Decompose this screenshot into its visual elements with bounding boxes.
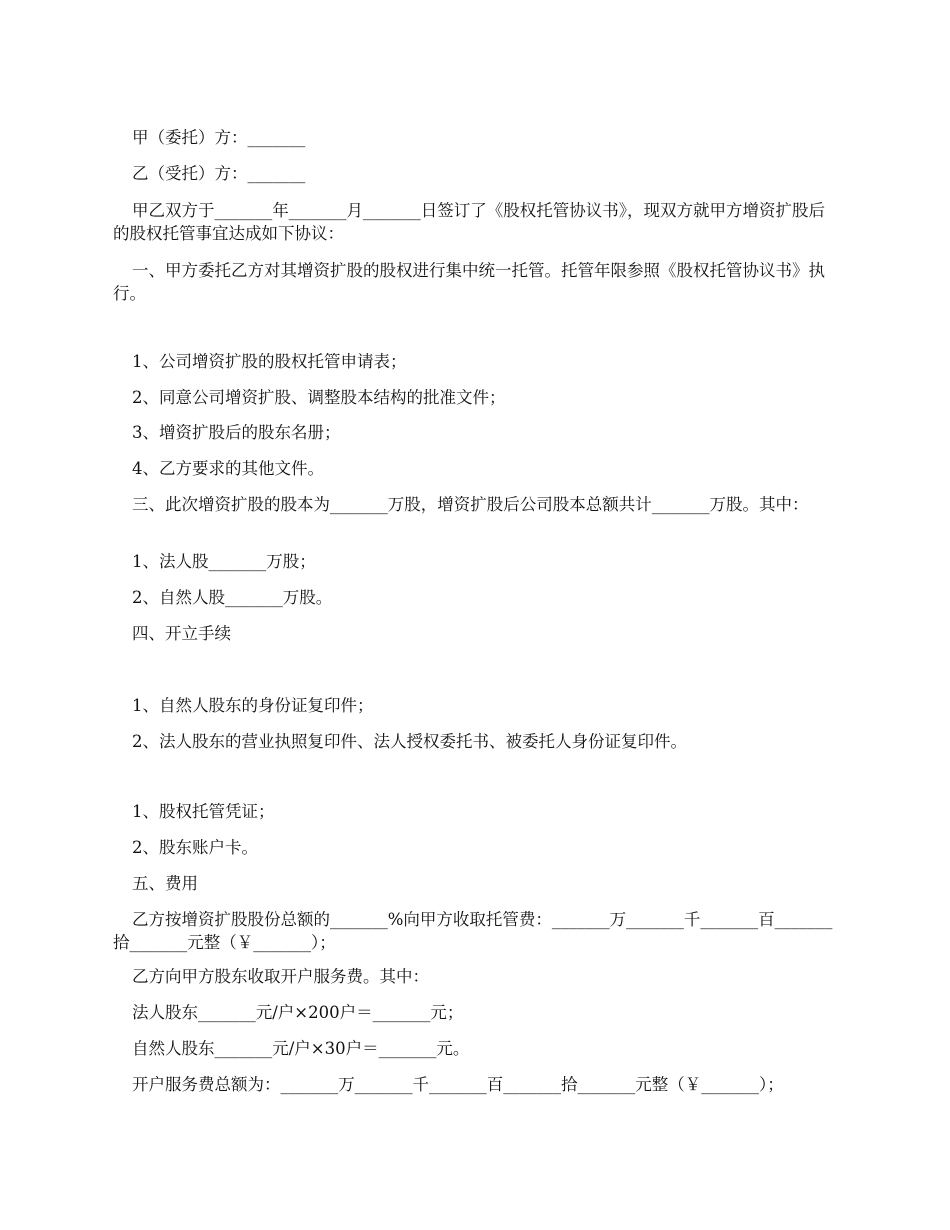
section-5-heading: 五、费用 xyxy=(132,874,198,893)
section-4-heading: 四、开立手续 xyxy=(132,624,231,643)
list-item: 1、法人股_______万股； xyxy=(132,552,316,571)
list-item: 2、股东账户卡。 xyxy=(132,838,258,857)
list-item: 2、同意公司增资扩股、调整股本结构的批准文件； xyxy=(132,388,506,407)
legal-person-fee-line: 法人股东_______元/户×200户＝_______元； xyxy=(132,1003,464,1022)
intro-paragraph: 甲乙双方于_______年_______月_______日签订了《股权托管协议书》，现双方就甲方增资扩股后的股权托管事宜达成如下协议： xyxy=(113,201,825,243)
account-fee-intro: 乙方向甲方股东收取开户服务费。其中： xyxy=(132,967,429,986)
list-item: 1、公司增资扩股的股权托管申请表； xyxy=(132,352,407,371)
list-item: 2、法人股东的营业执照复印件、法人授权委托书、被委托人身份证复印件。 xyxy=(132,732,687,751)
section-3-paragraph: 三、此次增资扩股的股本为_______万股，增资扩股后公司股本总额共计_______万股。其中： xyxy=(132,495,809,514)
section-1-paragraph: 一、甲方委托乙方对其增资扩股的股权进行集中统一托管。托管年限参照《股权托管协议书》执行。 xyxy=(113,261,825,303)
party-a-line: 甲（委托）方：_______ xyxy=(132,128,306,147)
account-fee-total: 开户服务费总额为：_______万_______千_______百_______拾_______元整（￥_______）； xyxy=(132,1075,784,1094)
list-item: 3、增资扩股后的股东名册； xyxy=(132,423,341,442)
party-b-line: 乙（受托）方：_______ xyxy=(132,164,306,183)
list-item: 1、自然人股东的身份证复印件； xyxy=(132,696,374,715)
natural-person-fee-line: 自然人股东_______元/户×30户＝_______元。 xyxy=(132,1039,470,1058)
fee-paragraph: 乙方按增资扩股股份总额的_______%向甲方收取托管费：_______万_______千_______百_______拾_______元整（￥_______）； xyxy=(113,910,833,952)
list-item: 1、股权托管凭证； xyxy=(132,802,275,821)
list-item: 2、自然人股_______万股。 xyxy=(132,588,333,607)
list-item: 4、乙方要求的其他文件。 xyxy=(132,459,324,478)
